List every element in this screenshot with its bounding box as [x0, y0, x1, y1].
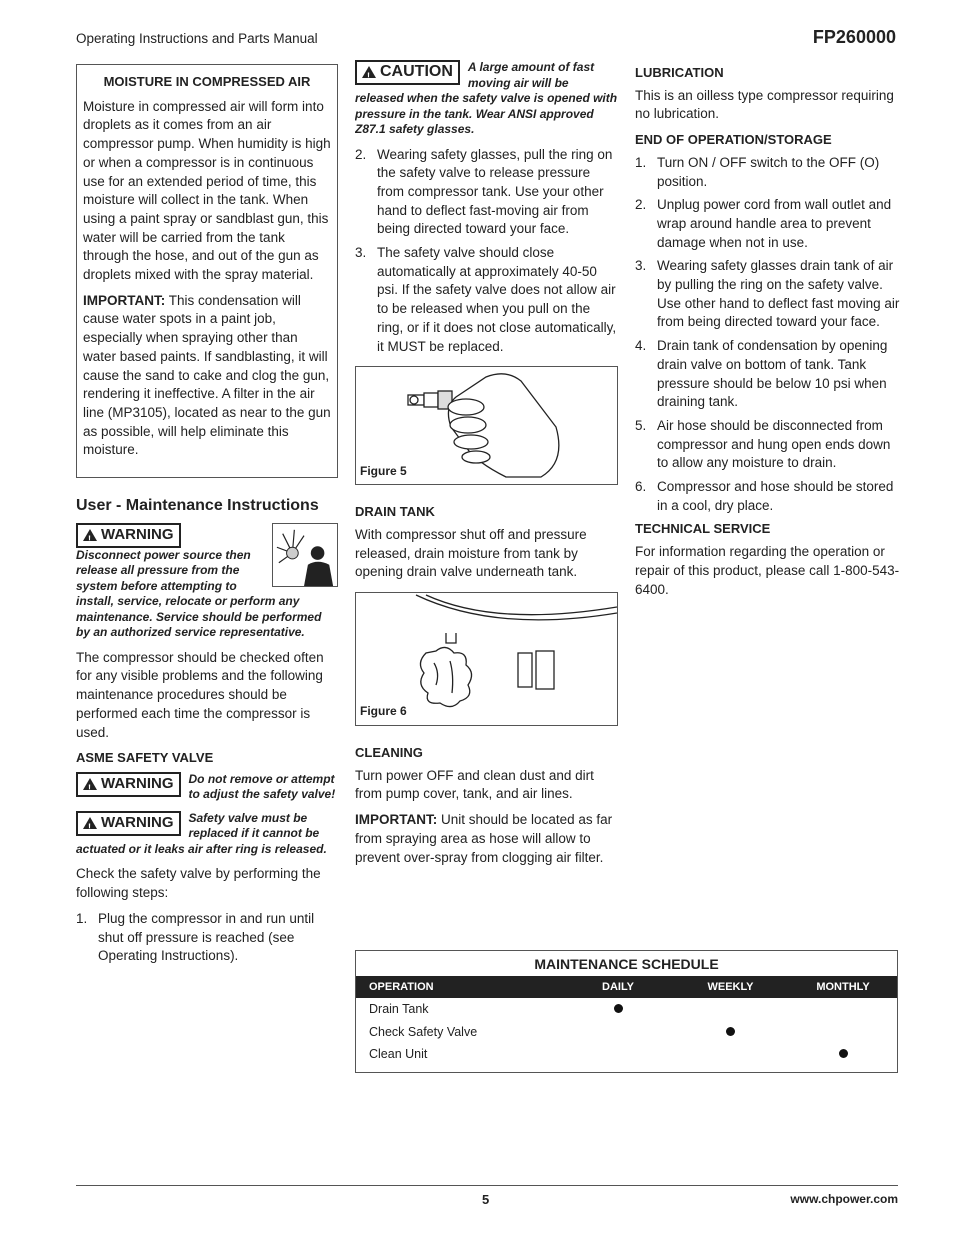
website-link[interactable]: www.chpower.com	[790, 1192, 898, 1206]
asme-warning-1	[76, 772, 338, 803]
maintenance-title: User - Maintenance Instructions	[76, 497, 319, 515]
operation-cell: Check Safety Valve	[369, 1024, 478, 1039]
caution-block	[355, 60, 618, 138]
technical-heading: TECHNICAL SERVICE	[635, 521, 771, 537]
list-item: 1. Turn ON / OFF switch to the OFF (O) position.	[635, 154, 880, 189]
column-3	[635, 60, 900, 606]
drain-heading: DRAIN TANK	[355, 504, 435, 520]
maintenance-intro: The compressor should be checked often for any visible problems and the following maintenance procedures should be performed each time the compressor is used.	[76, 649, 324, 740]
list-item: 4. Drain tank of condensation by opening drain valve on bottom of tank. Tank pressure should be below 10 psi when draining tank.	[635, 338, 888, 410]
page-number: 5	[482, 1192, 490, 1207]
storage-heading: END OF OPERATION/STORAGE	[635, 132, 832, 148]
moisture-box	[76, 64, 338, 478]
lubrication-heading: LUBRICATION	[635, 65, 724, 80]
moisture-paragraph: Moisture in compressed air will form into droplets as it comes from an air compressor pump. When humidity is high or when a compressor is in continuous use for an extended period of time, this moisture will collect in the tank. When using a paint spray or sandblast gun, this water will be carried from the tank through the hose, and out of the gun as droplets mixed with the spray material.	[83, 98, 331, 283]
warning-text: Disconnect power source then release all pressure from the system before attempting to install, service, relocate or perform any maintenance. Service should be performed by an authorized service representative.	[76, 547, 322, 640]
warning-text: Do not remove or attempt to adjust the safety valve!	[188, 771, 336, 802]
important-label: IMPORTANT:	[83, 292, 166, 308]
list-item: 3. The safety valve should close automatically at approximately 40-50 psi. If the safety valve does not allow air to be released when you pull on the ring, or if it does not close automatically, it MUST be replaced.	[355, 245, 617, 354]
maintenance-schedule-table	[355, 950, 898, 1073]
asme-steps	[76, 910, 338, 966]
maintenance-warning	[76, 523, 338, 641]
column-header: DAILY	[602, 981, 634, 993]
list-item: 5. Air hose should be disconnected from compressor and hung open ends down to allow any moisture to drain.	[635, 417, 891, 471]
table-row	[356, 1043, 897, 1066]
figure-5-label: Figure 5	[360, 463, 407, 478]
operation-cell: Drain Tank	[369, 1002, 429, 1017]
cleaning-heading: CLEANING	[355, 745, 423, 761]
technical-text: For information regarding the operation or repair of this product, please call 1-800-543-6400.	[635, 544, 900, 597]
schedule-header-row	[356, 976, 897, 998]
column-2	[355, 60, 618, 874]
column-header: OPERATION	[369, 981, 434, 993]
warning-badge: ! WARNING	[76, 523, 181, 548]
figure-6-label: Figure 6	[360, 704, 407, 719]
table-row	[356, 1021, 897, 1044]
list-item: 3. Wearing safety glasses drain tank of air by pulling the ring on the safety valve. Use other hand to deflect fast moving air from being directed toward your face.	[635, 258, 900, 330]
moisture-important	[83, 292, 331, 460]
weekly-marker-icon	[726, 1027, 735, 1036]
asme-heading: ASME SAFETY VALVE	[76, 750, 214, 766]
column-1	[76, 64, 338, 971]
figure-5	[355, 366, 618, 485]
spray-hazard-icon	[272, 523, 338, 587]
footer-divider	[76, 1185, 898, 1186]
model-number: FP260000	[812, 27, 896, 47]
drain-text: With compressor shut off and pressure released, drain moisture from tank by opening drain valve underneath tank.	[355, 526, 587, 580]
column-header: MONTHLY	[816, 981, 870, 993]
lubrication-text: This is an oilless type compressor requiring no lubrication.	[635, 87, 894, 122]
warning-text: Safety valve must be replaced if it cannot be actuated or it leaks air after ring is released.	[76, 810, 327, 856]
schedule-title: MAINTENANCE SCHEDULE	[534, 956, 719, 972]
figure-6	[355, 592, 618, 726]
list-item: 6. Compressor and hose should be stored in a cool, dry place.	[635, 479, 894, 513]
asme-check-text: Check the safety valve by performing the following steps:	[76, 866, 321, 901]
daily-marker-icon	[614, 1004, 623, 1013]
table-row	[356, 998, 897, 1021]
warning-badge: ! WARNING	[76, 811, 181, 836]
moisture-title: MOISTURE IN COMPRESSED AIR	[103, 74, 311, 89]
caution-badge: ! CAUTION	[355, 60, 460, 85]
list-item: 2. Unplug power cord from wall outlet and wrap around handle area to prevent damage when not in use.	[635, 197, 892, 250]
warning-badge: ! WARNING	[76, 772, 181, 797]
cleaning-text: Turn power OFF and clean dust and dirt from pump cover, tank, and air lines.	[355, 767, 594, 802]
header-title: Operating Instructions and Parts Manual	[76, 31, 318, 46]
list-item: 2. Wearing safety glasses, pull the ring on the safety valve to release pressure from compressor tank. Use your other hand to deflect fast-moving air from being directed toward your face.	[355, 146, 613, 237]
storage-steps	[635, 154, 900, 516]
column-header: WEEKLY	[707, 981, 754, 993]
operation-cell: Clean Unit	[369, 1047, 428, 1062]
safety-valve-steps	[355, 146, 618, 357]
list-item: 1. Plug the compressor in and run until shut off pressure is reached (see Operating Instructions).	[76, 910, 315, 964]
monthly-marker-icon	[839, 1049, 848, 1058]
cleaning-important: IMPORTANT: Unit should be located as far from spraying area as hose will allow to prevent over-spray from clogging air filter.	[355, 812, 613, 865]
asme-warning-2	[76, 811, 338, 858]
important-text: This condensation will cause water spots in a paint job, especially when spraying other than water based paints. If sandblasting, it will cause the sand to cake and clog the gun, rendering it ineffective. A filter in the air line (MP3105), located as near to the gun as possible, will help eliminate this moisture.	[83, 292, 331, 458]
caution-text: A large amount of fast moving air will be released when the safety valve is opened with pressure in the tank. Wear ANSI approved Z87.1 safety glasses.	[355, 60, 618, 136]
